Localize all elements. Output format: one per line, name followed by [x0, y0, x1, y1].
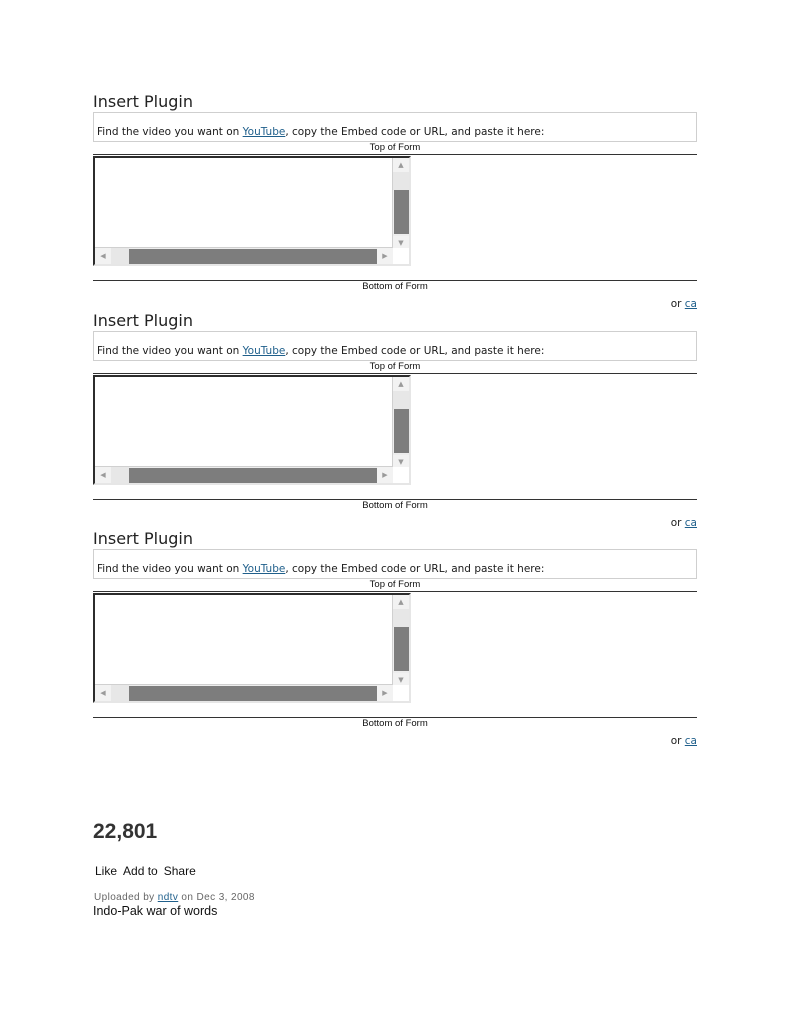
- scroll-corner: [393, 685, 409, 701]
- view-count: 22,801: [93, 820, 158, 843]
- scroll-thumb[interactable]: [394, 190, 409, 234]
- instruction-after: , copy the Embed code or URL, and paste it here:: [285, 345, 545, 357]
- plugin-heading: Insert Plugin: [93, 311, 193, 330]
- instruction-box: [93, 112, 697, 142]
- arrow-right-icon[interactable]: ▶: [377, 685, 393, 701]
- bottom-of-form-label: Bottom of Form: [362, 281, 428, 292]
- horizontal-scrollbar[interactable]: [95, 466, 393, 483]
- instruction-before: Find the video you want on: [97, 126, 243, 138]
- arrow-up-icon[interactable]: ▲: [393, 158, 409, 172]
- arrow-down-icon[interactable]: ▼: [393, 673, 409, 687]
- scroll-track[interactable]: [393, 172, 409, 190]
- or-text: or: [670, 735, 685, 747]
- instruction-text: [97, 563, 544, 575]
- scroll-thumb[interactable]: [129, 249, 377, 264]
- video-actions: [95, 864, 202, 878]
- embed-code-textarea[interactable]: [93, 375, 411, 485]
- top-of-form-label: Top of Form: [369, 142, 421, 153]
- insert-plugin-section-3: [93, 529, 697, 747]
- vertical-scrollbar[interactable]: [392, 158, 409, 250]
- share-button[interactable]: Share: [163, 864, 196, 878]
- upload-info: [94, 892, 255, 904]
- instruction-after: , copy the Embed code or URL, and paste it here:: [285, 563, 545, 575]
- uploader-link[interactable]: ndtv: [157, 892, 179, 903]
- scroll-track[interactable]: [111, 467, 129, 483]
- arrow-up-icon[interactable]: ▲: [393, 595, 409, 609]
- like-button[interactable]: Like: [95, 864, 118, 878]
- vertical-scrollbar[interactable]: [392, 377, 409, 469]
- scroll-track[interactable]: [111, 248, 129, 264]
- plugin-heading: Insert Plugin: [93, 92, 193, 111]
- insert-plugin-section-1: [93, 92, 697, 310]
- arrow-up-icon[interactable]: ▲: [393, 377, 409, 391]
- instruction-before: Find the video you want on: [97, 563, 243, 575]
- top-of-form-label: Top of Form: [369, 361, 421, 372]
- scroll-corner: [393, 467, 409, 483]
- bottom-of-form-label: Bottom of Form: [362, 500, 428, 511]
- scroll-track[interactable]: [393, 609, 409, 627]
- or-cancel: [671, 298, 697, 310]
- instruction-text: [97, 126, 544, 138]
- instruction-text: [97, 345, 544, 357]
- scroll-thumb[interactable]: [129, 468, 377, 483]
- top-divider: [93, 591, 697, 592]
- top-divider: [93, 373, 697, 374]
- horizontal-scrollbar[interactable]: [95, 247, 393, 264]
- instruction-before: Find the video you want on: [97, 345, 243, 357]
- arrow-left-icon[interactable]: ◀: [95, 685, 111, 701]
- scroll-thumb[interactable]: [129, 686, 377, 701]
- add-to-button[interactable]: Add to: [123, 864, 158, 878]
- scroll-track[interactable]: [393, 391, 409, 409]
- embed-code-textarea[interactable]: [93, 593, 411, 703]
- arrow-right-icon[interactable]: ▶: [377, 467, 393, 483]
- embed-code-textarea[interactable]: [93, 156, 411, 266]
- instruction-after: , copy the Embed code or URL, and paste it here:: [285, 126, 545, 138]
- arrow-left-icon[interactable]: ◀: [95, 248, 111, 264]
- cancel-link[interactable]: ca: [684, 735, 697, 747]
- or-cancel: [671, 735, 697, 747]
- arrow-down-icon[interactable]: ▼: [393, 236, 409, 250]
- uploaded-by-label: Uploaded by: [94, 892, 158, 903]
- scroll-corner: [393, 248, 409, 264]
- arrow-down-icon[interactable]: ▼: [393, 455, 409, 469]
- cancel-link[interactable]: ca: [684, 298, 697, 310]
- horizontal-scrollbar[interactable]: [95, 684, 393, 701]
- insert-plugin-section-2: [93, 311, 697, 529]
- or-text: or: [670, 298, 685, 310]
- bottom-of-form-label: Bottom of Form: [362, 718, 428, 729]
- top-divider: [93, 154, 697, 155]
- instruction-box: [93, 331, 697, 361]
- top-of-form-label: Top of Form: [369, 579, 421, 590]
- instruction-box: [93, 549, 697, 579]
- arrow-right-icon[interactable]: ▶: [377, 248, 393, 264]
- or-text: or: [670, 517, 685, 529]
- vertical-scrollbar[interactable]: [392, 595, 409, 687]
- scroll-thumb[interactable]: [394, 627, 409, 671]
- upload-date: on Dec 3, 2008: [178, 892, 255, 903]
- or-cancel: [671, 517, 697, 529]
- arrow-left-icon[interactable]: ◀: [95, 467, 111, 483]
- youtube-link[interactable]: YouTube: [242, 126, 286, 138]
- plugin-heading: Insert Plugin: [93, 529, 193, 548]
- video-title: Indo-Pak war of words: [93, 904, 218, 918]
- scroll-track[interactable]: [111, 685, 129, 701]
- cancel-link[interactable]: ca: [684, 517, 697, 529]
- youtube-link[interactable]: YouTube: [242, 563, 286, 575]
- youtube-link[interactable]: YouTube: [242, 345, 286, 357]
- scroll-thumb[interactable]: [394, 409, 409, 453]
